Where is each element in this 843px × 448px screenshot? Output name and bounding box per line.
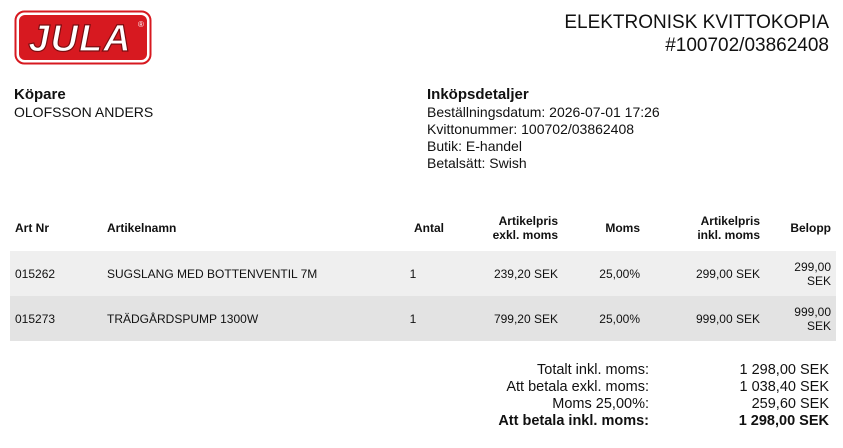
vat-row [329, 396, 829, 413]
pay-excl-value: 1 038,40 SEK [739, 379, 829, 395]
purchase-details [427, 86, 660, 172]
receipt-number: #100702/03862408 [665, 35, 829, 56]
table-header-row [10, 205, 836, 251]
cell-amount: 999,00 SEK [765, 296, 836, 341]
total-incl-label: Totalt inkl. moms: [537, 362, 649, 378]
col-art-nr: Art Nr [15, 221, 50, 235]
col-moms: Moms [605, 221, 640, 235]
cell-name: TRÄDGÅRDSPUMP 1300W [102, 296, 377, 341]
col-price-in-line2: inkl. moms [697, 228, 760, 242]
buyer-name: OLOFSSON ANDERS [14, 104, 154, 120]
items-table [10, 205, 836, 341]
col-price-ex-line2: exkl. moms [492, 228, 558, 242]
vat-label: Moms 25,00%: [552, 396, 649, 412]
vat-value: 259,60 SEK [751, 396, 829, 412]
logo-text: JULA [28, 18, 132, 60]
table-row [10, 296, 836, 341]
total-incl-value: 1 298,00 SEK [739, 362, 829, 378]
cell-qty: 1 [377, 296, 449, 341]
col-price-ex [449, 205, 563, 251]
cell-art-nr: 015262 [10, 251, 102, 296]
jula-logo [14, 10, 152, 65]
receipt-number-line: Kvittonummer: 100702/03862408 [427, 121, 635, 137]
details-heading: Inköpsdetaljer [427, 86, 529, 103]
col-name: Artikelnamn [107, 221, 177, 235]
cell-price-ex: 239,20 SEK [449, 251, 563, 296]
receipt-title-line1: ELEKTRONISK KVITTOKOPIA [564, 12, 829, 33]
pay-incl-row [329, 413, 829, 430]
buyer-section [14, 86, 153, 120]
col-amount: Belopp [790, 221, 831, 235]
pay-excl-row [329, 379, 829, 396]
cell-name: SUGSLANG MED BOTTENVENTIL 7M [102, 251, 377, 296]
total-incl-row [329, 362, 829, 379]
cell-qty: 1 [377, 251, 449, 296]
cell-price-in: 299,00 SEK [645, 251, 765, 296]
payment-method: Betalsätt: Swish [427, 155, 527, 171]
registered-mark: ® [138, 20, 144, 29]
pay-incl-value: 1 298,00 SEK [738, 413, 829, 429]
cell-price-ex: 799,20 SEK [449, 296, 563, 341]
cell-art-nr: 015273 [10, 296, 102, 341]
col-price-in [645, 205, 765, 251]
cell-amount: 299,00 SEK [765, 251, 836, 296]
table-row [10, 251, 836, 296]
store-line: Butik: E-handel [427, 138, 522, 154]
col-price-ex-line1: Artikelpris [498, 214, 558, 228]
pay-incl-label: Att betala inkl. moms: [498, 413, 649, 429]
order-date: Beställningsdatum: 2026-07-01 17:26 [427, 104, 660, 120]
cell-moms: 25,00% [563, 251, 645, 296]
cell-moms: 25,00% [563, 296, 645, 341]
receipt-title [564, 11, 829, 57]
col-qty: Antal [414, 221, 444, 235]
col-price-in-line1: Artikelpris [700, 214, 760, 228]
totals-section [329, 362, 829, 430]
cell-price-in: 999,00 SEK [645, 296, 765, 341]
pay-excl-label: Att betala exkl. moms: [506, 379, 649, 395]
buyer-heading: Köpare [14, 86, 66, 103]
